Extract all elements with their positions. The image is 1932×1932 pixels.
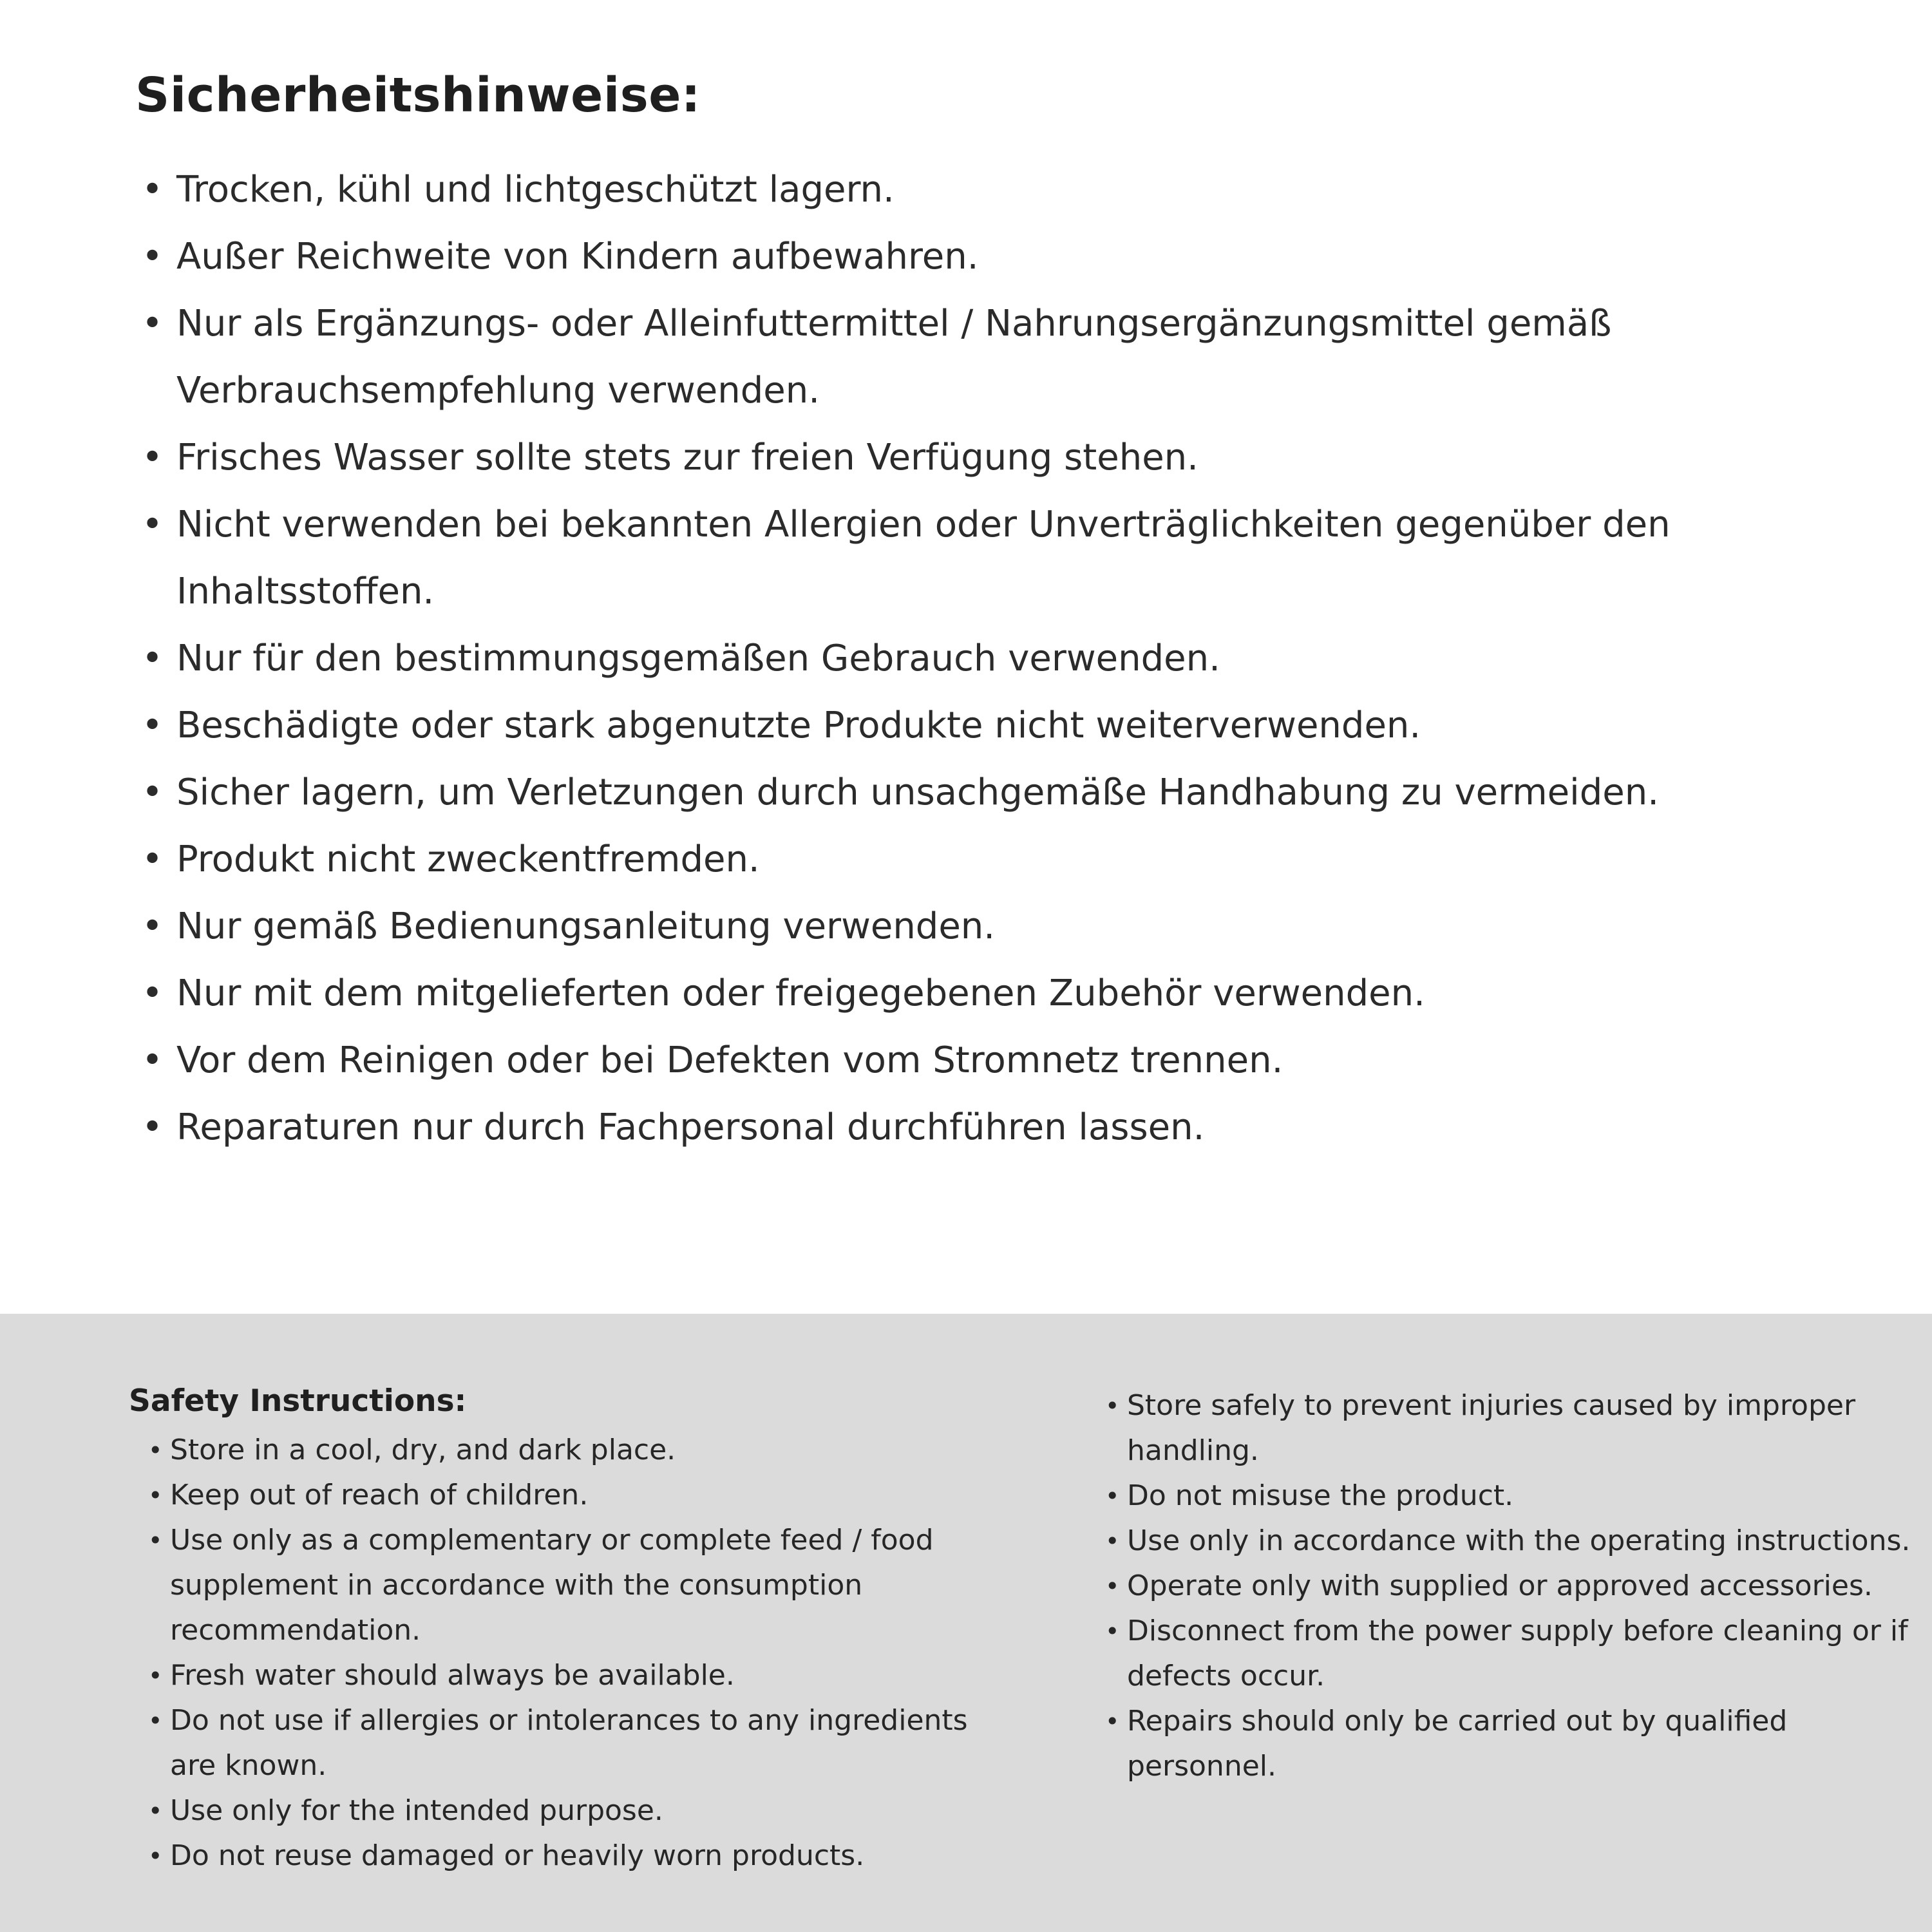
german-safety-item: • Beschädigte oder stark abgenutzte Produkte nicht weiterverwenden. bbox=[135, 692, 1810, 759]
german-safety-item: • Außer Reichweite von Kindern aufbewahren. bbox=[135, 223, 1810, 290]
english-safety-item: • Fresh water should always be available. bbox=[144, 1653, 985, 1698]
english-left-column bbox=[129, 1383, 985, 1932]
german-safety-item: • Produkt nicht zweckentfremden. bbox=[135, 826, 1810, 893]
german-safety-item: • Frisches Wasser sollte stets zur freien Verfügung stehen. bbox=[135, 424, 1810, 491]
english-safety-item: • Store in a cool, dry, and dark place. bbox=[144, 1428, 985, 1473]
german-safety-title: Sicherheitshinweise: bbox=[135, 68, 701, 123]
english-safety-title: Safety Instructions: bbox=[129, 1383, 467, 1419]
english-safety-item: • Operate only with supplied or approved accessories. bbox=[1101, 1564, 1919, 1609]
english-safety-item: • Use only in accordance with the operating instructions. bbox=[1101, 1519, 1919, 1564]
german-safety-item: • Trocken, kühl und lichtgeschützt lagern. bbox=[135, 156, 1810, 223]
english-safety-item: • Use only for the intended purpose. bbox=[144, 1788, 985, 1833]
german-safety-list bbox=[135, 156, 1810, 1161]
german-safety-item: • Nur gemäß Bedienungsanleitung verwenden. bbox=[135, 893, 1810, 960]
german-safety-item: • Vor dem Reinigen oder bei Defekten vom Stromnetz trennen. bbox=[135, 1027, 1810, 1094]
english-safety-item: • Disconnect from the power supply before cleaning or if defects occur. bbox=[1101, 1609, 1919, 1699]
german-safety-item: • Nur für den bestimmungsgemäßen Gebrauch verwenden. bbox=[135, 625, 1810, 692]
german-safety-item: • Nur als Ergänzungs- oder Alleinfuttermittel / Nahrungsergänzungsmittel gemäß Verbrauchsempfehlung verwenden. bbox=[135, 290, 1810, 424]
english-right-column bbox=[1101, 1383, 1919, 1932]
german-safety-item: • Sicher lagern, um Verletzungen durch unsachgemäße Handhabung zu vermeiden. bbox=[135, 759, 1810, 826]
english-safety-item: • Store safely to prevent injuries caused by improper handling. bbox=[1101, 1383, 1919, 1473]
german-safety-section bbox=[135, 68, 1835, 1161]
german-safety-item: • Reparaturen nur durch Fachpersonal durchführen lassen. bbox=[135, 1094, 1810, 1161]
english-safety-item: • Keep out of reach of children. bbox=[144, 1473, 985, 1518]
english-safety-item: • Do not reuse damaged or heavily worn products. bbox=[144, 1833, 985, 1879]
english-safety-item: • Do not misuse the product. bbox=[1101, 1473, 1919, 1519]
english-safety-item: • Use only as a complementary or complete feed / food supplement in accordance with the consumption recommendation. bbox=[144, 1518, 985, 1653]
english-safety-item: • Repairs should only be carried out by qualified personnel. bbox=[1101, 1699, 1919, 1789]
english-safety-panel bbox=[0, 1314, 1932, 1932]
german-safety-item: • Nicht verwenden bei bekannten Allergien oder Unverträglichkeiten gegenüber den Inhaltsstoffen. bbox=[135, 491, 1810, 625]
german-safety-item: • Nur mit dem mitgelieferten oder freigegebenen Zubehör verwenden. bbox=[135, 960, 1810, 1027]
english-safety-list-left bbox=[129, 1428, 985, 1879]
english-safety-item: • Do not use if allergies or intolerances to any ingredients are known. bbox=[144, 1698, 985, 1788]
english-safety-list-right bbox=[1101, 1383, 1919, 1789]
